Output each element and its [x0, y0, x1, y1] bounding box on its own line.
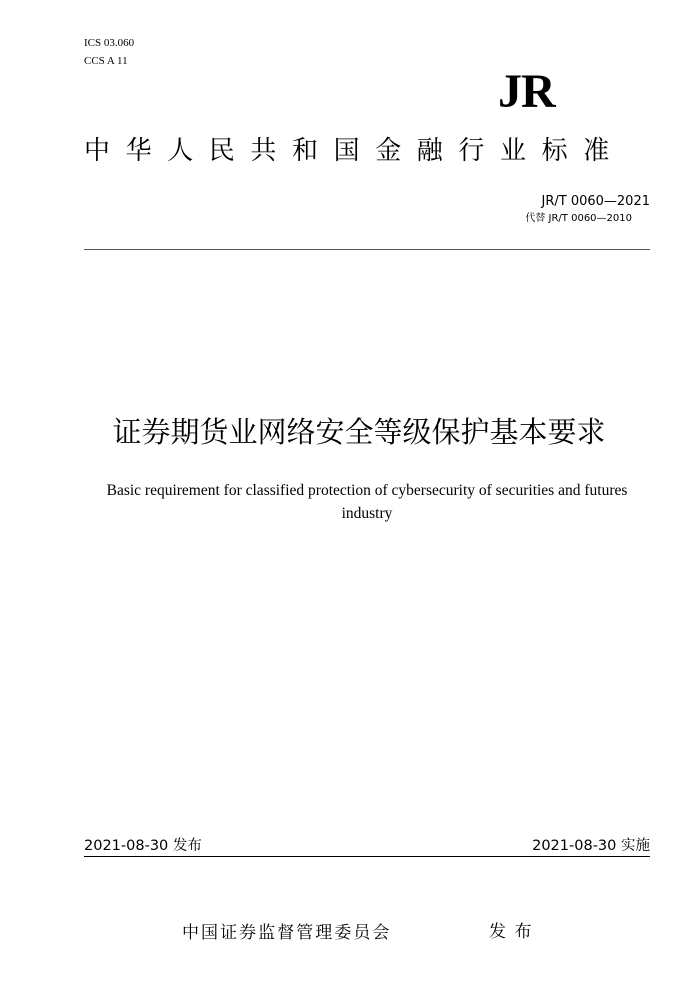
replaces-note: 代替 JR/T 0060—2010	[525, 213, 632, 224]
publish-date: 2021-08-30 发布	[84, 838, 202, 854]
issued-label: 发布	[489, 922, 540, 942]
document-title: 证券期货业网络安全等级保护基本要求	[112, 415, 606, 449]
standard-code: JR/T 0060—2021	[541, 194, 650, 209]
issuing-authority: 中国证券监督管理委员会	[182, 923, 392, 943]
ics-code: ICS 03.060	[84, 37, 135, 49]
implement-date: 2021-08-30 实施	[532, 838, 650, 854]
header-divider	[84, 249, 650, 250]
document-title-english: Basic requirement for classified protection of cybersecurity of securities and futures industry	[106, 482, 628, 522]
footer-divider	[84, 856, 650, 857]
standard-category: 中华人民共和国金融行业标准	[84, 136, 625, 166]
jr-logo: JR	[498, 65, 555, 118]
ccs-code: CCS A 11	[84, 55, 128, 67]
